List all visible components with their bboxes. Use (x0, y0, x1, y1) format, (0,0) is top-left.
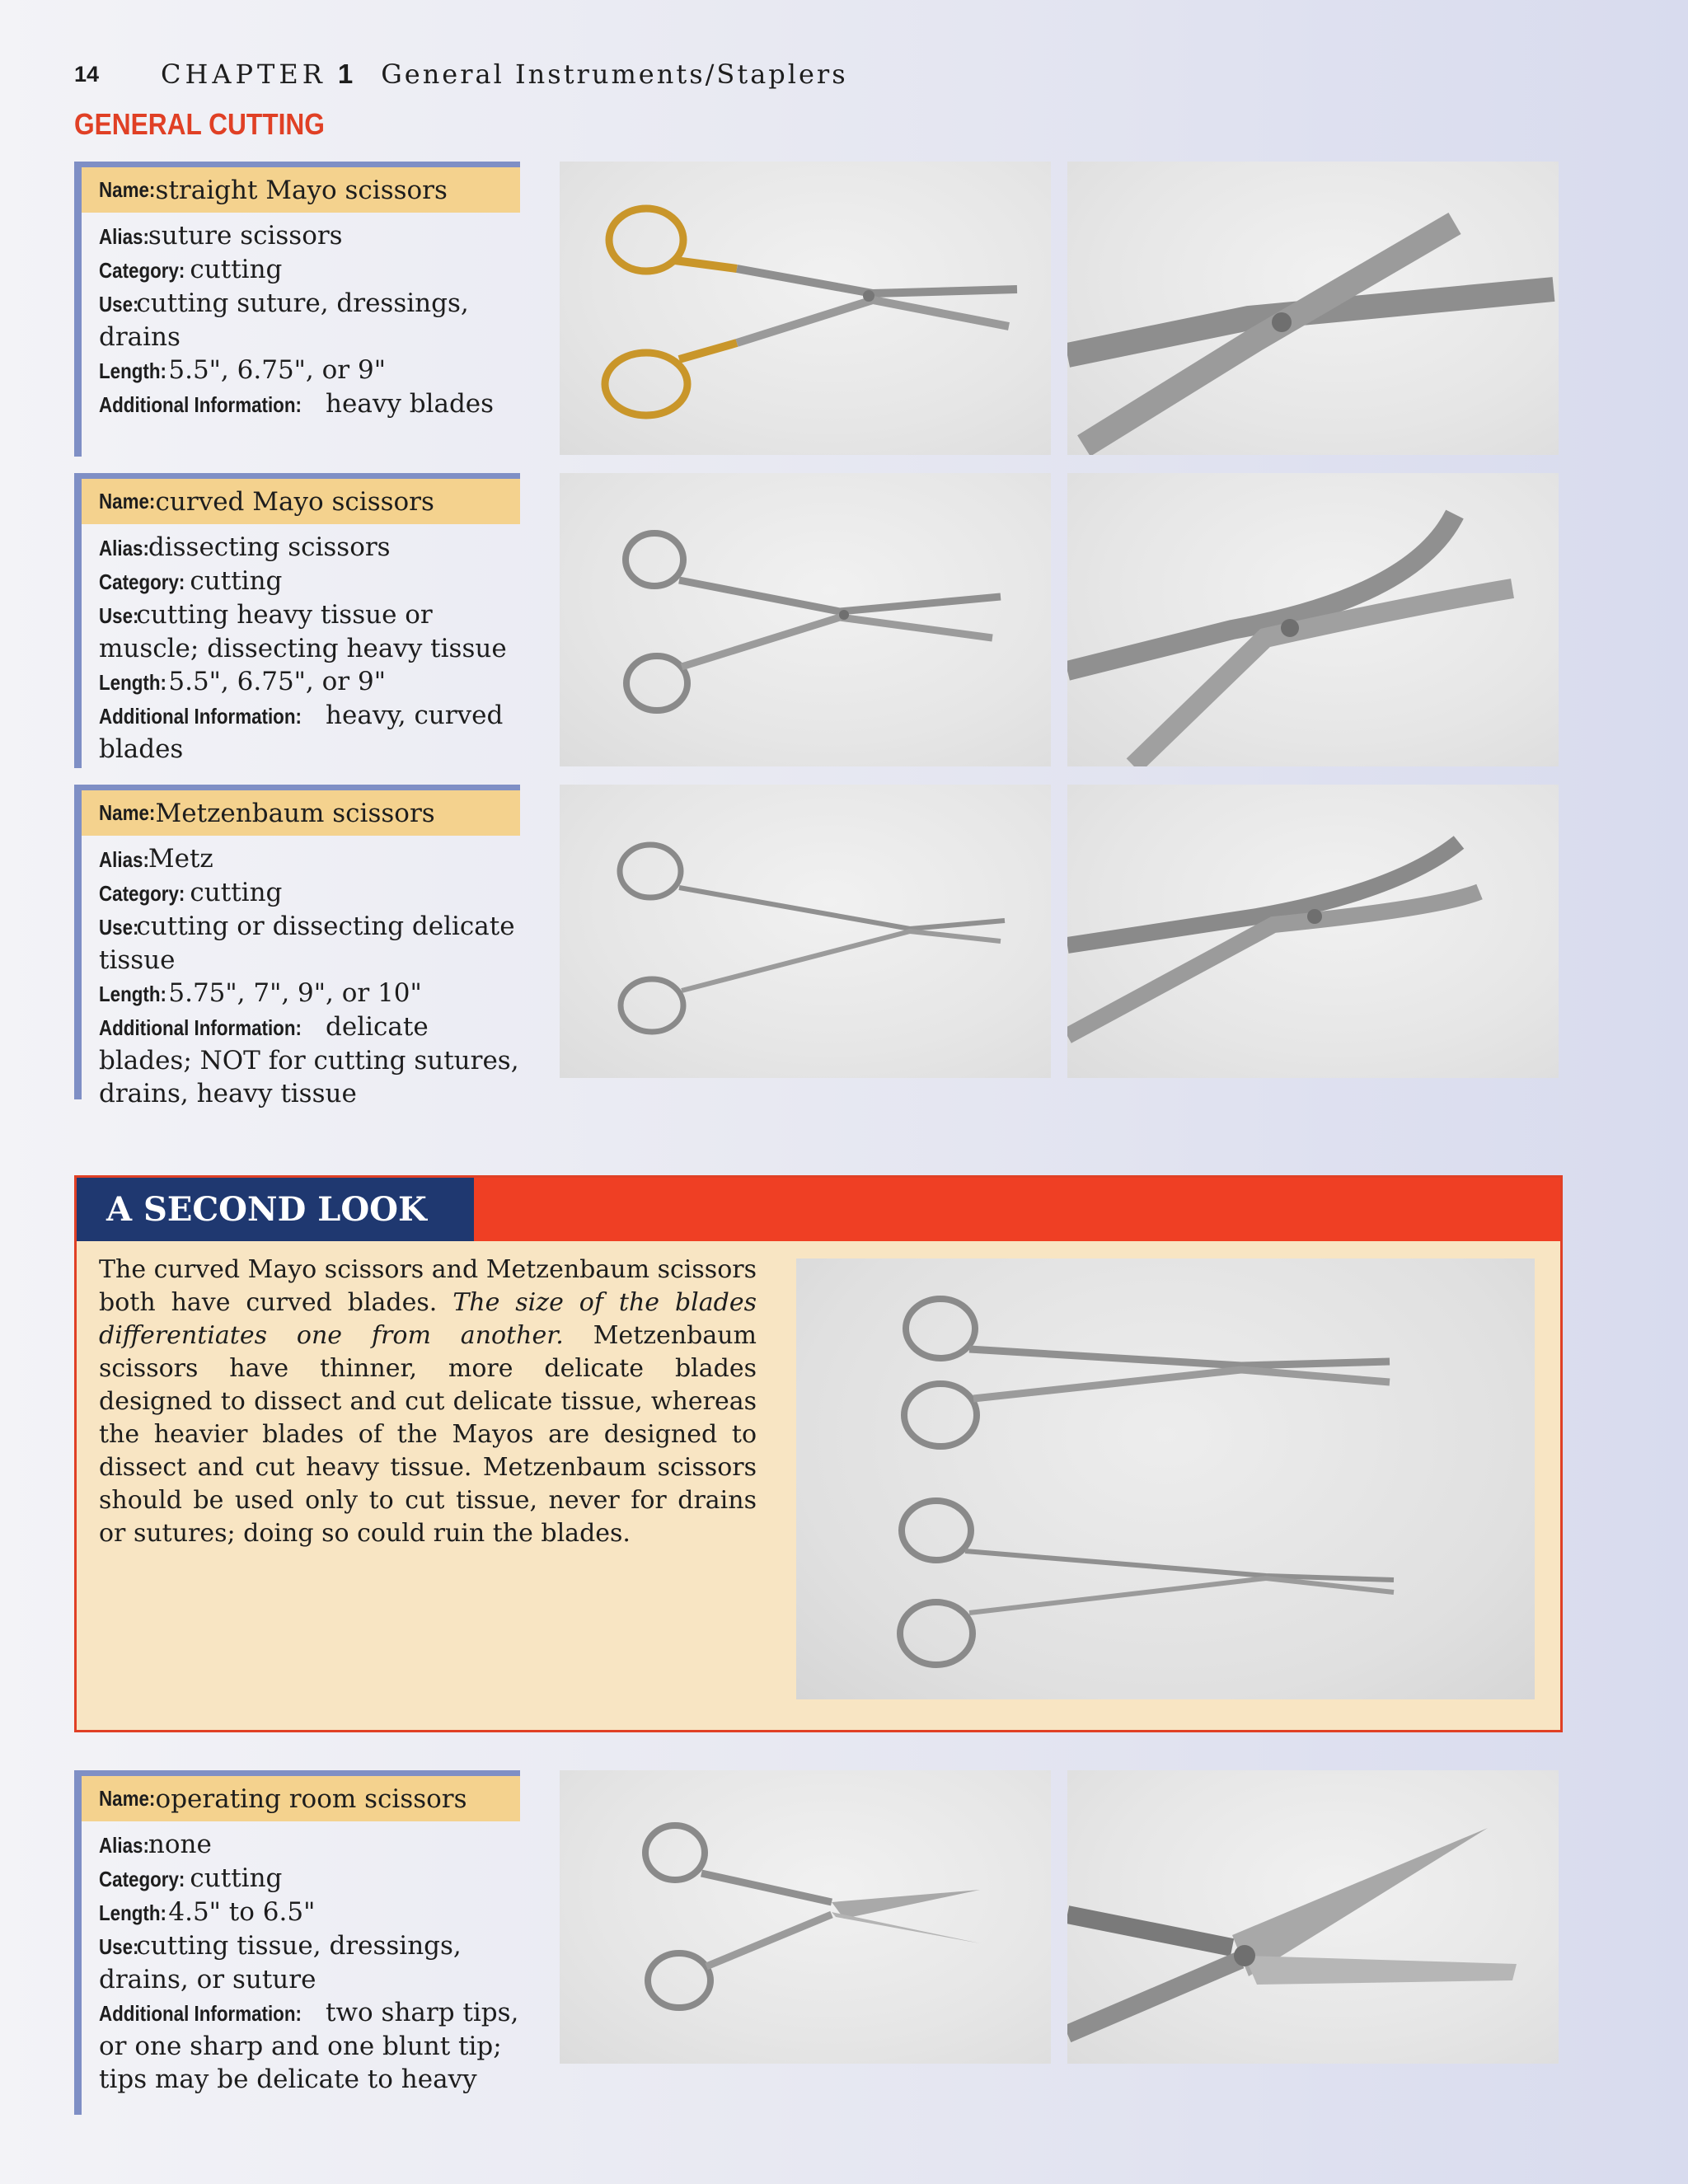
straight-mayo-scissors-full-photo (560, 162, 1051, 455)
instrument-card (74, 1770, 520, 2115)
instrument-details (82, 836, 520, 1110)
curved-mayo-scissors-full-photo (560, 473, 1051, 766)
chapter-label: CHAPTER (161, 59, 326, 90)
additional-info-row: Additional Information: heavy blades (99, 389, 495, 419)
straight-mayo-scissors-tip-photo (1067, 162, 1559, 455)
use-row: Use: cutting suture, dressings, drains (99, 288, 469, 352)
instrument-name: Name: straight Mayo scissors (82, 167, 520, 213)
metzenbaum-scissors-full-photo (560, 785, 1051, 1078)
use-row: Use: cutting tissue, dressings, drains, or suture (99, 1931, 462, 1994)
category-row: Category: cutting (99, 566, 283, 596)
category-row: Category: cutting (99, 255, 283, 284)
curved-mayo-scissors-tip-photo (1067, 473, 1559, 766)
operating-room-scissors-tip-photo (1067, 1770, 1559, 2064)
second-look-text: The curved Mayo scissors and Metzenbaum scissors both have curved blades. The size of the blades differentiates one from another. Metzenbaum scissors have thinner, more delicate blades designed to dissect and cut delicate tissue, whereas the heavier blades of the Mayos are designed to dissect and cut heavy tissue. Metzenbaum scissors should be used only to cut tissue, never for drains or sutures; doing so could ruin the blades. (99, 1255, 757, 1548)
alias-row: Alias: Metz (99, 844, 213, 874)
instrument-name: Name: Metzenbaum scissors (82, 790, 520, 836)
use-row: Use: cutting or dissecting delicate tissue (99, 912, 515, 975)
instrument-details (82, 1821, 520, 2096)
section-title: GENERAL CUTTING (74, 107, 325, 141)
additional-info-row: Additional Information: two sharp tips, or one sharp and one blunt tip; tips may be delicate to heavy (99, 1998, 519, 2094)
second-look-title: A SECOND LOOK (77, 1178, 474, 1241)
length-row: Length: 4.5" to 6.5" (99, 1897, 316, 1927)
instrument-card (74, 785, 520, 1108)
metzenbaum-scissors-tip-photo (1067, 785, 1559, 1078)
instrument-details (82, 524, 520, 766)
alias-row: Alias: suture scissors (99, 221, 343, 251)
chapter-number: 1 (337, 59, 354, 89)
chapter-title: General Instruments/Staplers (381, 59, 848, 90)
instrument-name: Name: curved Mayo scissors (82, 479, 520, 524)
alias-row: Alias: dissecting scissors (99, 532, 391, 562)
page-number: 14 (74, 61, 100, 87)
second-look-box (74, 1175, 1563, 1732)
category-row: Category: cutting (99, 1863, 283, 1893)
length-row: Length: 5.5", 6.75", or 9" (99, 355, 386, 385)
instrument-details (82, 213, 520, 421)
instrument-card (74, 473, 520, 768)
use-row: Use: cutting heavy tissue or muscle; dissecting heavy tissue (99, 600, 507, 663)
additional-info-row: Additional Information: delicate blades; NOT for cutting sutures, drains, heavy tissue (99, 1012, 519, 1108)
alias-row: Alias: none (99, 1830, 212, 1859)
instrument-name: Name: operating room scissors (82, 1776, 520, 1821)
length-row: Length: 5.75", 7", 9", or 10" (99, 978, 422, 1008)
length-row: Length: 5.5", 6.75", or 9" (99, 667, 386, 696)
running-header (74, 56, 848, 92)
mayo-vs-metzenbaum-comparison-photo (796, 1258, 1535, 1699)
operating-room-scissors-full-photo (560, 1770, 1051, 2064)
instrument-card (74, 162, 520, 457)
second-look-header (77, 1178, 1560, 1241)
additional-info-row: Additional Information: heavy, curved blades (99, 701, 504, 764)
category-row: Category: cutting (99, 878, 283, 907)
